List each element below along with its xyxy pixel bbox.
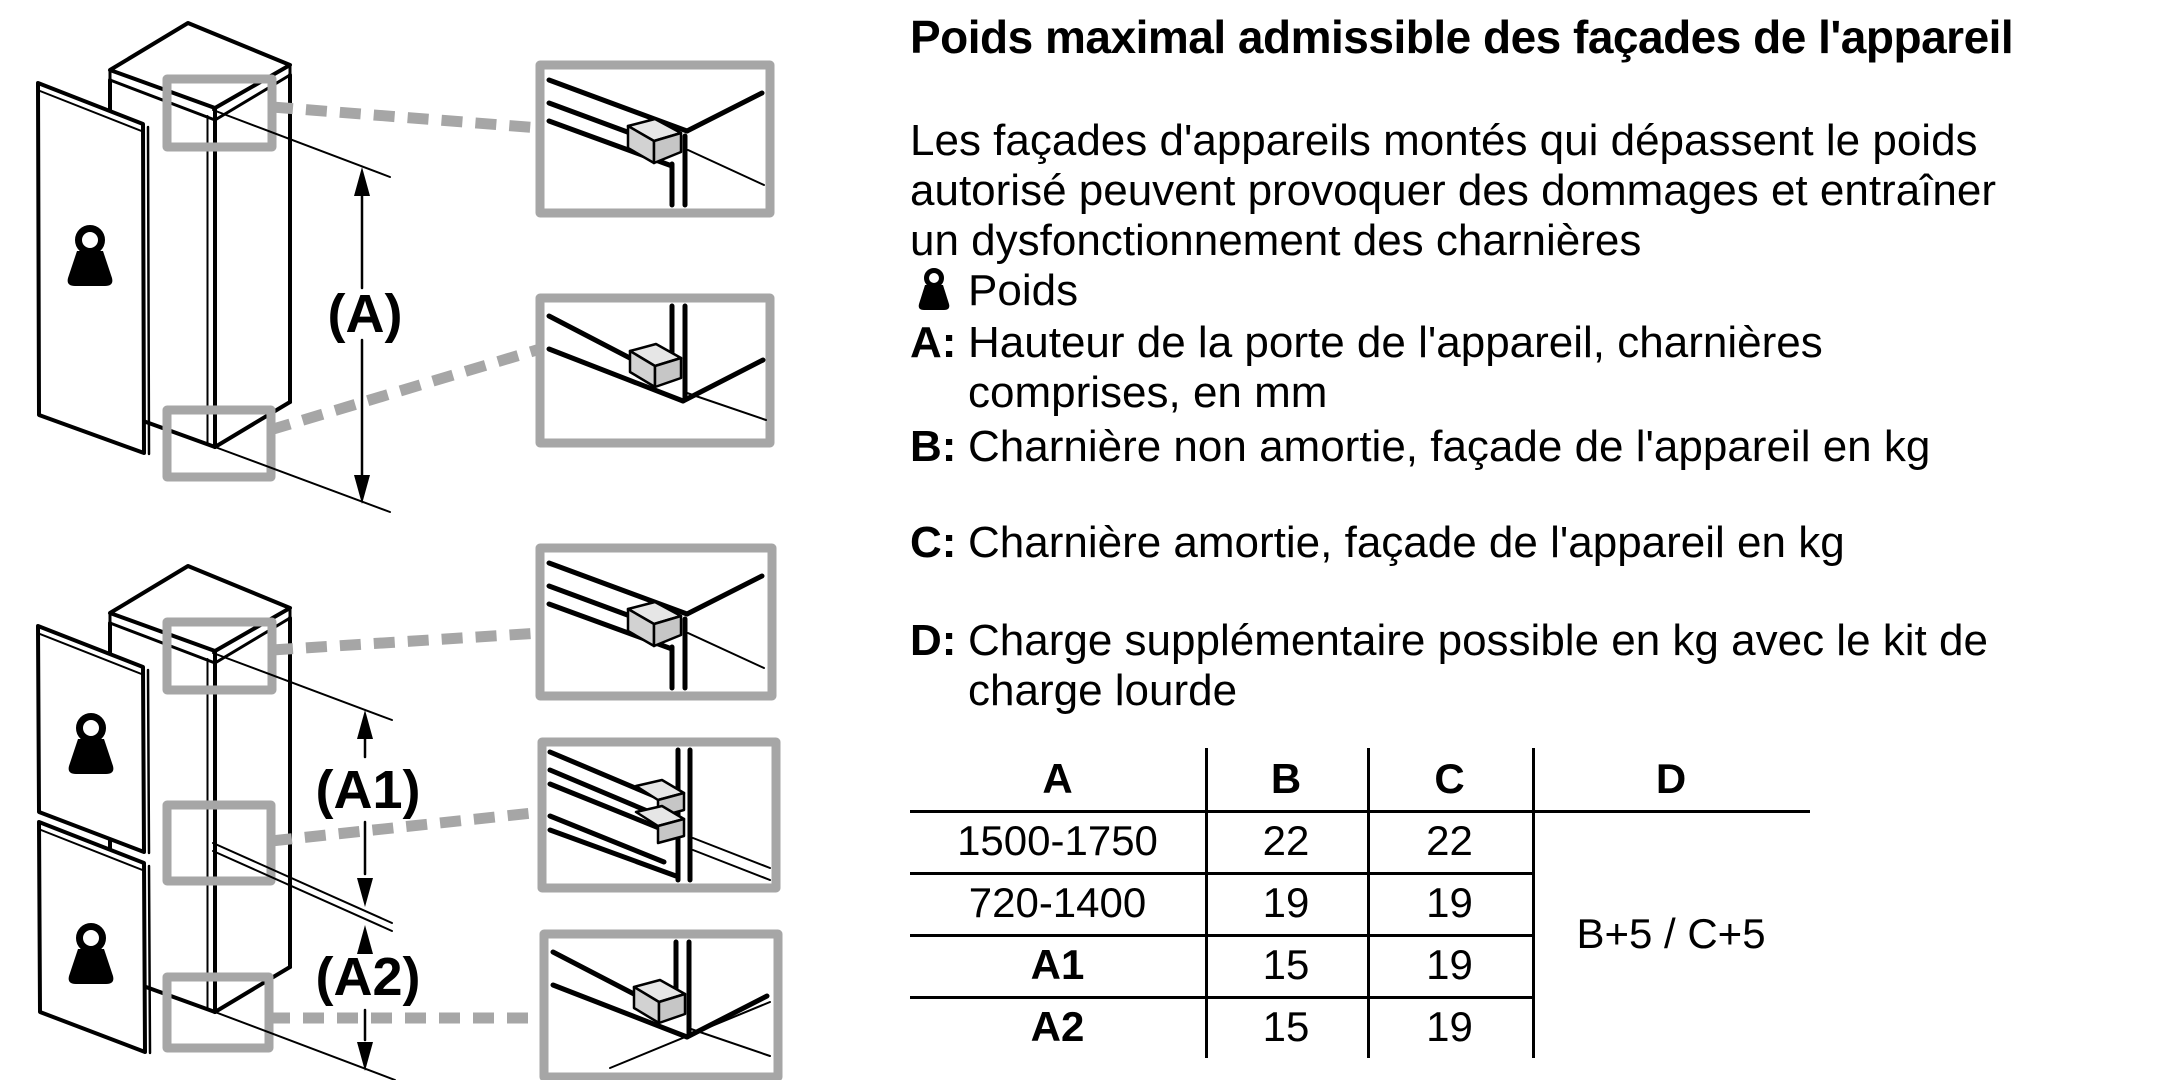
weight-table — [910, 748, 1810, 1058]
intro-line: Les façades d'appareils montés qui dépassent le poids — [910, 116, 1978, 165]
legend-prefix-c: C: — [910, 518, 957, 567]
legend-line: Charnière amortie, façade de l'appareil en kg — [968, 518, 1845, 567]
leader-dashed-top — [272, 633, 540, 650]
installation-diagrams — [0, 0, 900, 1080]
legend-line: charge lourde — [968, 666, 1238, 715]
leader-dashed-bottom — [270, 349, 540, 430]
table-header-a: A — [1042, 755, 1073, 802]
table-header-d: D — [1655, 755, 1687, 802]
dim-label-A2: (A2) — [315, 947, 421, 1007]
table-cell: 22 — [1426, 817, 1473, 864]
leader-dashed-top — [272, 107, 540, 128]
table-header-c: C — [1434, 755, 1465, 802]
table-cell: 15 — [1262, 1003, 1310, 1050]
single-door-appliance-figure — [38, 23, 540, 512]
legend-prefix-d: D: — [910, 616, 957, 665]
dimension-A2 — [316, 925, 421, 1071]
legend-line: Hauteur de la porte de l'appareil, charnières — [968, 318, 1823, 367]
dimension-A1 — [316, 710, 421, 907]
table-cell: A1 — [1030, 941, 1085, 988]
dim-label-A1: (A1) — [315, 760, 421, 820]
legend-line: Poids — [968, 266, 1079, 315]
legend-line: Charnière non amortie, façade de l'appareil en kg — [968, 422, 1931, 471]
page-title: Poids maximal admissible des façades de l'appareil — [910, 11, 2014, 63]
legend-prefix-a: A: — [910, 318, 957, 367]
dimension-A — [213, 110, 402, 512]
table-cell: 720-1400 — [968, 879, 1147, 926]
table-cell: 22 — [1262, 817, 1310, 864]
legend-line: comprises, en mm — [968, 368, 1328, 417]
intro-line: autorisé peuvent provoquer des dommages et entraîner — [910, 166, 1996, 215]
weight-icon — [911, 268, 961, 314]
table-cell: 19 — [1426, 879, 1473, 926]
table-cell: 19 — [1426, 941, 1473, 988]
double-door-appliance-figure — [38, 566, 544, 1080]
table-cell-d-span — [1532, 810, 1810, 1058]
legend-line: Charge supplémentaire possible en kg avec le kit de — [968, 616, 1988, 665]
table-cell: 19 — [1262, 879, 1310, 926]
table-cell: 19 — [1426, 1003, 1473, 1050]
d-span-value: B+5 / C+5 — [1576, 910, 1766, 957]
legend-prefix-b: B: — [910, 422, 957, 471]
table-cell: A2 — [1030, 1003, 1085, 1050]
table-cell: 1500-1750 — [957, 817, 1158, 864]
intro-line: un dysfonctionnement des charnières — [910, 216, 1642, 265]
table-header-b: B — [1270, 755, 1302, 802]
table-cell: 15 — [1262, 941, 1310, 988]
dim-label-A: (A) — [327, 284, 403, 344]
